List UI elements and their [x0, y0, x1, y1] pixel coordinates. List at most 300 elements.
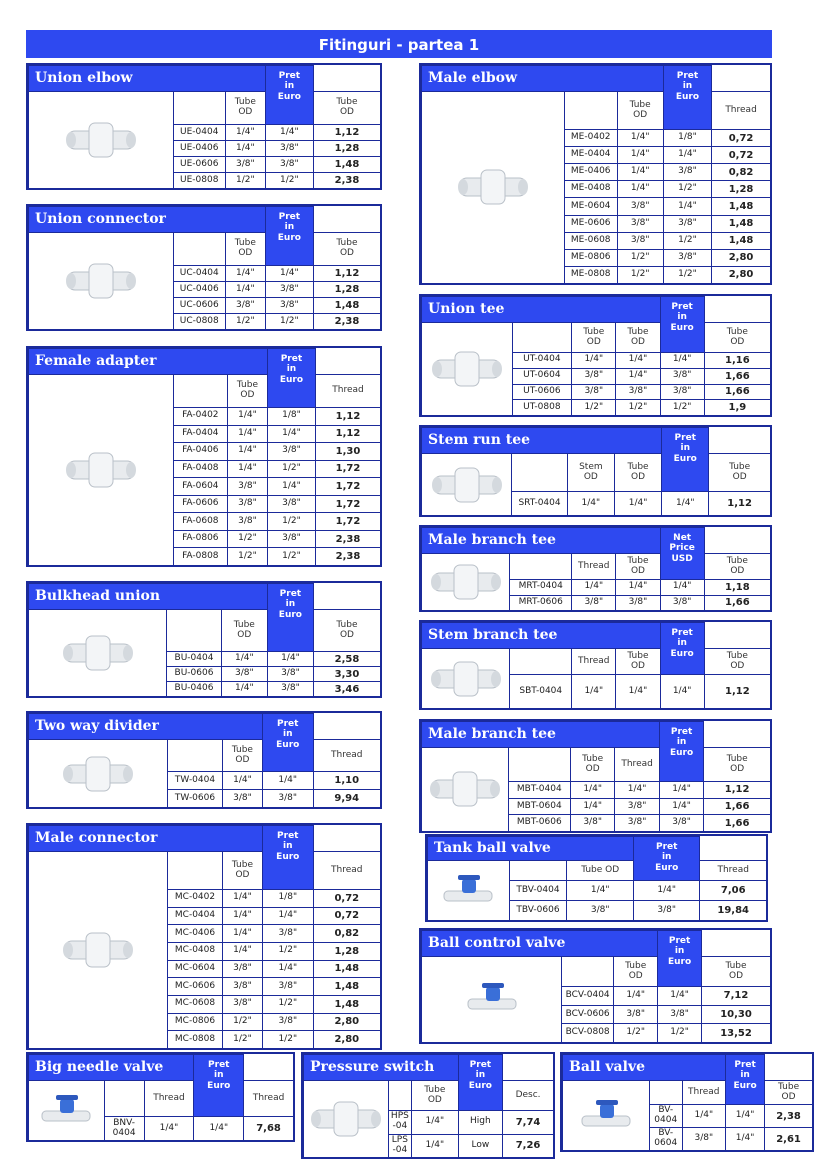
- price-cell: 0,82: [313, 925, 380, 943]
- spec-cell: 1/2": [225, 173, 265, 189]
- spec-cell: 1/4": [567, 492, 614, 516]
- fitting-icon: [58, 751, 138, 797]
- spec-cell: 3/8": [663, 164, 711, 181]
- product-image: [422, 554, 510, 611]
- product-image: [428, 861, 510, 921]
- price-header: Pret in Euro: [262, 826, 313, 890]
- product-code: UE-0406: [173, 141, 225, 157]
- spec-cell: 1/4": [660, 675, 704, 709]
- price-header: Pret in Euro: [659, 722, 703, 782]
- product-code: BCV-0606: [562, 1005, 614, 1024]
- spec-cell: 1/4": [616, 675, 660, 709]
- product-code: MRT-0606: [510, 595, 572, 611]
- column-header: Tube OD: [704, 554, 770, 580]
- product-code: TW-0606: [168, 790, 223, 808]
- spec-cell: 1/4": [222, 772, 262, 790]
- bulkhead-union-table: [26, 581, 382, 698]
- product-code: ME-0402: [564, 130, 617, 147]
- column-header: Tube OD: [313, 233, 380, 266]
- price-cell: 1,48: [313, 157, 380, 173]
- spec-cell: 1/2": [225, 314, 265, 330]
- product-code: MC-0806: [168, 1013, 223, 1031]
- price-header: Pret in Euro: [662, 428, 709, 492]
- price-cell: 1,12: [313, 266, 380, 282]
- product-image: [422, 748, 509, 832]
- spec-cell: 3/8": [617, 232, 663, 249]
- section-title: Female adapter: [29, 349, 268, 375]
- spec-cell: 1/4": [617, 164, 663, 181]
- spec-cell: 1/2": [228, 530, 268, 548]
- price-cell: 7,74: [503, 1111, 554, 1135]
- spec-cell: 1/4": [144, 1117, 194, 1141]
- spec-cell: 3/8": [267, 495, 315, 513]
- column-header: Tube OD: [313, 92, 380, 125]
- price-cell: 1,28: [313, 282, 380, 298]
- code-header: [509, 861, 567, 881]
- product-image: [29, 852, 168, 1049]
- product-code: ME-0608: [564, 232, 617, 249]
- price-cell: 1,12: [316, 408, 381, 426]
- column-header: Tube OD: [614, 957, 658, 987]
- spec-cell: 3/8": [617, 198, 663, 215]
- valve-icon: [438, 871, 498, 911]
- column-header: Tube OD: [228, 375, 268, 408]
- product-code: UT-0604: [512, 368, 572, 384]
- price-cell: 2,80: [712, 266, 771, 283]
- price-table: [28, 583, 381, 697]
- price-cell: 1,66: [704, 368, 770, 384]
- column-header: Thread: [144, 1081, 194, 1117]
- price-table: [28, 713, 381, 808]
- spec-cell: 1/4": [617, 147, 663, 164]
- section-title: Union connector: [29, 207, 266, 233]
- price-cell: 1,72: [316, 495, 381, 513]
- product-code: MC-0608: [168, 995, 223, 1013]
- male-branch-tee-2-table: [419, 719, 772, 833]
- spec-cell: 3/8": [658, 1005, 702, 1024]
- product-image: [29, 233, 174, 330]
- fitting-icon: [61, 258, 141, 304]
- product-image: [422, 649, 510, 709]
- spec-cell: 1/2": [222, 1013, 262, 1031]
- ball-control-valve-table: [419, 928, 772, 1044]
- price-cell: 0,82: [712, 164, 771, 181]
- spec-cell: 1/4": [225, 141, 265, 157]
- product-code: FA-0808: [173, 548, 227, 566]
- spec-cell: 3/8": [663, 215, 711, 232]
- spec-cell: 3/8": [228, 513, 268, 531]
- price-header: Pret in Euro: [265, 66, 313, 125]
- spec-cell: 1/4": [726, 1105, 765, 1128]
- spec-cell: 3/8": [267, 667, 313, 682]
- column-header: Tube OD: [765, 1081, 813, 1105]
- section-title: Male branch tee: [422, 528, 661, 554]
- price-cell: 13,52: [702, 1024, 771, 1043]
- spec-cell: 3/8": [572, 368, 616, 384]
- spec-cell: 1/2": [262, 1031, 313, 1049]
- male-connector-table: [26, 823, 382, 1050]
- spec-cell: 1/4": [225, 125, 265, 141]
- column-header: Tube OD: [614, 454, 661, 492]
- spec-cell: 1/2": [265, 314, 313, 330]
- price-header: Pret in Euro: [458, 1055, 502, 1111]
- price-table: [421, 930, 771, 1043]
- price-header: Pret in Euro: [633, 837, 700, 881]
- price-cell: 9,94: [313, 790, 380, 808]
- spec-cell: 3/8": [221, 667, 267, 682]
- spec-cell: 3/8": [225, 157, 265, 173]
- code-header: [388, 1081, 411, 1111]
- price-cell: 0,72: [712, 130, 771, 147]
- ball-valve-table: [560, 1052, 814, 1152]
- product-code: MBT-0404: [508, 782, 570, 799]
- product-code: BNV- 0404: [104, 1117, 144, 1141]
- fitting-icon: [427, 462, 507, 508]
- price-cell: 1,48: [712, 198, 771, 215]
- price-table: [421, 65, 771, 284]
- spec-cell: 3/8": [570, 815, 614, 832]
- price-cell: 1,10: [313, 772, 380, 790]
- product-code: MC-0408: [168, 942, 223, 960]
- price-cell: 1,28: [712, 181, 771, 198]
- spec-cell: 1/4": [222, 925, 262, 943]
- spec-cell: 3/8": [572, 595, 616, 611]
- spec-cell: 3/8": [265, 157, 313, 173]
- spec-cell: 1/4": [616, 580, 660, 596]
- price-cell: 1,48: [712, 215, 771, 232]
- pressure-switch-table: [301, 1052, 555, 1159]
- product-code: FA-0604: [173, 478, 227, 496]
- tank-ball-valve-table: [425, 834, 768, 922]
- fitting-icon: [58, 630, 138, 676]
- column-header: Tube OD: [412, 1081, 459, 1111]
- product-code: UE-0606: [173, 157, 225, 173]
- code-header: [512, 454, 567, 492]
- spec-cell: 1/8": [663, 130, 711, 147]
- product-code: UE-0808: [173, 173, 225, 189]
- spec-cell: 1/4": [682, 1105, 725, 1128]
- price-cell: 3,30: [313, 667, 380, 682]
- section-title: Two way divider: [29, 714, 263, 740]
- column-header: Tube OD: [704, 649, 770, 675]
- spec-cell: 1/2": [663, 266, 711, 283]
- price-cell: 10,30: [702, 1005, 771, 1024]
- section-title: Male connector: [29, 826, 263, 852]
- spec-cell: 3/8": [222, 790, 262, 808]
- column-header: Stem OD: [567, 454, 614, 492]
- spec-cell: 3/8": [228, 478, 268, 496]
- column-header: Tube OD: [567, 861, 634, 881]
- product-code: BV- 0604: [649, 1128, 682, 1151]
- column-header: Tube OD: [616, 554, 660, 580]
- spec-cell: 1/4": [617, 130, 663, 147]
- section-title: Ball valve: [563, 1055, 726, 1081]
- price-table: [421, 527, 771, 611]
- spec-cell: 3/8": [572, 384, 616, 400]
- spec-cell: 1/8": [262, 890, 313, 908]
- price-header: Pret in Euro: [267, 349, 315, 408]
- section-title: Tank ball valve: [428, 837, 634, 861]
- product-image: [29, 375, 174, 566]
- product-code: BU-0404: [167, 652, 221, 667]
- spec-cell: 1/2": [658, 1024, 702, 1043]
- fitting-icon: [453, 164, 533, 210]
- fitting-icon: [426, 656, 506, 702]
- price-cell: 2,58: [313, 652, 380, 667]
- female-adapter-table: [26, 346, 382, 567]
- spec-cell: 3/8": [225, 298, 265, 314]
- price-cell: 1,48: [313, 960, 380, 978]
- product-code: BU-0406: [167, 682, 221, 697]
- column-header: Thread: [615, 748, 659, 782]
- price-cell: 1,66: [704, 798, 771, 815]
- column-header: Thread: [712, 92, 771, 130]
- spec-cell: 1/4": [659, 798, 703, 815]
- fitting-icon: [61, 447, 141, 493]
- code-header: [510, 649, 572, 675]
- spec-cell: 1/4": [222, 942, 262, 960]
- price-cell: 1,12: [709, 492, 771, 516]
- column-header: Tube OD: [709, 454, 771, 492]
- code-header: [173, 233, 225, 266]
- product-code: UC-0606: [173, 298, 225, 314]
- spec-cell: 1/2": [617, 249, 663, 266]
- price-cell: 0,72: [313, 907, 380, 925]
- product-code: TBV-0404: [509, 881, 567, 901]
- big-needle-valve-table: [26, 1052, 295, 1142]
- price-cell: 7,12: [702, 987, 771, 1006]
- price-cell: 2,38: [313, 173, 380, 189]
- price-cell: 1,72: [316, 513, 381, 531]
- spec-cell: 1/4": [267, 425, 315, 443]
- price-table: [303, 1054, 554, 1158]
- spec-cell: 3/8": [567, 901, 634, 921]
- spec-cell: 1/4": [262, 960, 313, 978]
- spec-cell: 3/8": [660, 384, 704, 400]
- spec-cell: 1/2": [663, 232, 711, 249]
- product-image: [422, 323, 513, 416]
- column-header: Tube OD: [225, 233, 265, 266]
- product-code: ME-0606: [564, 215, 617, 232]
- price-cell: 0,72: [313, 890, 380, 908]
- spec-cell: 1/4": [267, 652, 313, 667]
- spec-cell: 1/4": [662, 492, 709, 516]
- spec-cell: 1/4": [262, 772, 313, 790]
- price-header: Pret in Euro: [658, 931, 702, 987]
- price-header: Pret in Euro: [660, 623, 704, 675]
- male-elbow-table: [419, 63, 772, 285]
- price-table: [28, 348, 381, 566]
- union-elbow-table: [26, 63, 382, 190]
- price-cell: 1,12: [704, 782, 771, 799]
- spec-cell: 1/4": [726, 1128, 765, 1151]
- column-header: Thread: [316, 375, 381, 408]
- spec-cell: 1/2": [663, 181, 711, 198]
- price-cell: 1,28: [313, 141, 380, 157]
- column-header: Tube OD: [570, 748, 614, 782]
- price-cell: 1,12: [704, 675, 770, 709]
- spec-cell: 3/8": [222, 995, 262, 1013]
- spec-cell: 1/4": [570, 782, 614, 799]
- fitting-icon: [61, 117, 141, 163]
- price-header: Pret in Euro: [660, 297, 704, 353]
- product-code: FA-0406: [173, 443, 227, 461]
- product-code: BCV-0404: [562, 987, 614, 1006]
- product-code: MC-0406: [168, 925, 223, 943]
- code-header: [173, 375, 227, 408]
- spec-cell: 3/8": [267, 530, 315, 548]
- section-title: Male elbow: [422, 66, 664, 92]
- product-code: UC-0808: [173, 314, 225, 330]
- price-cell: 1,9: [704, 400, 770, 416]
- spec-cell: 1/2": [616, 400, 660, 416]
- price-cell: 1,66: [704, 595, 770, 611]
- spec-cell: 1/4": [221, 652, 267, 667]
- spec-cell: 3/8": [615, 798, 659, 815]
- fitting-icon: [306, 1096, 386, 1142]
- spec-cell: 1/4": [221, 682, 267, 697]
- column-header: Thread: [244, 1081, 294, 1117]
- column-header: Tube OD: [616, 323, 660, 353]
- price-cell: 2,38: [316, 548, 381, 566]
- spec-cell: 1/4": [228, 460, 268, 478]
- product-code: BV- 0404: [649, 1105, 682, 1128]
- spec-cell: 3/8": [663, 249, 711, 266]
- product-code: MRT-0404: [510, 580, 572, 596]
- price-cell: 7,26: [503, 1134, 554, 1158]
- column-header: Thread: [572, 554, 616, 580]
- product-code: UC-0406: [173, 282, 225, 298]
- product-image: [29, 740, 168, 808]
- spec-cell: 3/8": [267, 682, 313, 697]
- fitting-icon: [425, 766, 505, 812]
- price-header: Pret in Euro: [267, 584, 313, 652]
- price-cell: 2,80: [313, 1013, 380, 1031]
- page-title: Fitinguri - partea 1: [26, 30, 772, 58]
- spec-cell: 1/4": [616, 353, 660, 369]
- column-header: Tube OD: [313, 610, 380, 652]
- code-header: [564, 92, 617, 130]
- spec-cell: High: [458, 1111, 502, 1135]
- spec-cell: 1/4": [659, 782, 703, 799]
- price-cell: 1,72: [316, 478, 381, 496]
- column-header: Tube OD: [616, 649, 660, 675]
- price-cell: 1,12: [313, 125, 380, 141]
- fitting-icon: [58, 927, 138, 973]
- spec-cell: 1/4": [412, 1134, 459, 1158]
- spec-cell: 1/2": [572, 400, 616, 416]
- spec-cell: 1/4": [615, 782, 659, 799]
- valve-icon: [36, 1091, 96, 1131]
- column-header: Tube OD: [222, 852, 262, 890]
- product-image: [29, 1081, 105, 1141]
- product-code: FA-0408: [173, 460, 227, 478]
- price-cell: 1,12: [316, 425, 381, 443]
- product-code: ME-0406: [564, 164, 617, 181]
- spec-cell: 1/4": [567, 881, 634, 901]
- spec-cell: 3/8": [660, 595, 704, 611]
- spec-cell: 1/4": [572, 675, 616, 709]
- spec-cell: 1/4": [658, 987, 702, 1006]
- price-cell: 0,72: [712, 147, 771, 164]
- spec-cell: 1/4": [572, 580, 616, 596]
- fitting-icon: [427, 346, 507, 392]
- spec-cell: 1/4": [225, 266, 265, 282]
- spec-cell: 3/8": [222, 978, 262, 996]
- section-title: Ball control valve: [422, 931, 658, 957]
- price-cell: 1,18: [704, 580, 770, 596]
- product-image: [29, 610, 167, 697]
- column-header: Tube OD: [702, 957, 771, 987]
- spec-cell: 1/2": [614, 1024, 658, 1043]
- spec-cell: 3/8": [682, 1128, 725, 1151]
- code-header: [649, 1081, 682, 1105]
- price-table: [421, 427, 771, 516]
- spec-cell: 1/4": [663, 198, 711, 215]
- product-code: MBT-0604: [508, 798, 570, 815]
- product-code: FA-0806: [173, 530, 227, 548]
- spec-cell: 1/4": [572, 353, 616, 369]
- spec-cell: 1/4": [194, 1117, 244, 1141]
- spec-cell: 1/4": [660, 353, 704, 369]
- price-table: [28, 825, 381, 1049]
- union-connector-table: [26, 204, 382, 331]
- product-code: UE-0404: [173, 125, 225, 141]
- product-code: BCV-0808: [562, 1024, 614, 1043]
- spec-cell: 1/8": [267, 408, 315, 426]
- code-header: [173, 92, 225, 125]
- spec-cell: 3/8": [615, 815, 659, 832]
- price-cell: 7,06: [700, 881, 767, 901]
- product-image: [563, 1081, 650, 1151]
- spec-cell: 1/4": [228, 408, 268, 426]
- column-header: Thread: [313, 740, 380, 772]
- male-branch-tee-table: [419, 525, 772, 612]
- spec-cell: 1/4": [570, 798, 614, 815]
- product-code: MC-0808: [168, 1031, 223, 1049]
- price-header: Pret in Euro: [265, 207, 313, 266]
- spec-cell: 1/4": [265, 266, 313, 282]
- price-cell: 1,28: [313, 942, 380, 960]
- column-header: Tube OD: [225, 92, 265, 125]
- product-image: [304, 1081, 389, 1158]
- spec-cell: 1/4": [616, 368, 660, 384]
- spec-cell: 1/2": [262, 995, 313, 1013]
- spec-cell: 1/4": [228, 443, 268, 461]
- product-code: ME-0806: [564, 249, 617, 266]
- spec-cell: 1/2": [660, 400, 704, 416]
- price-cell: 19,84: [700, 901, 767, 921]
- price-cell: 1,48: [313, 995, 380, 1013]
- product-code: LPS -04: [388, 1134, 411, 1158]
- code-header: [510, 554, 572, 580]
- product-code: SBT-0404: [510, 675, 572, 709]
- price-cell: 1,16: [704, 353, 770, 369]
- product-image: [29, 92, 174, 189]
- spec-cell: 1/4": [225, 282, 265, 298]
- spec-cell: 1/2": [222, 1031, 262, 1049]
- spec-cell: 3/8": [633, 901, 700, 921]
- spec-cell: 1/2": [267, 513, 315, 531]
- price-cell: 1,72: [316, 460, 381, 478]
- spec-cell: 1/4": [614, 492, 661, 516]
- price-table: [28, 206, 381, 330]
- price-cell: 2,38: [316, 530, 381, 548]
- valve-icon: [576, 1096, 636, 1136]
- spec-cell: 1/4": [265, 125, 313, 141]
- price-table: [28, 1054, 294, 1141]
- price-cell: 2,38: [313, 314, 380, 330]
